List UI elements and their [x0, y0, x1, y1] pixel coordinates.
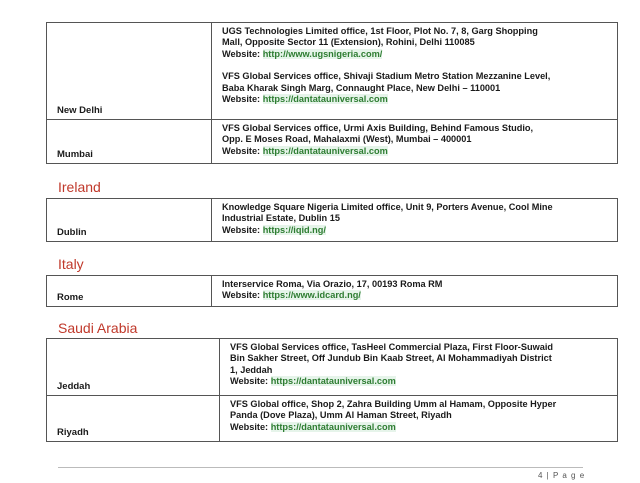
website-line: [222, 225, 611, 236]
address-line: VFS Global office, Shop 2, Zahra Building Umm al Hamam, Opposite Hyper: [230, 399, 557, 409]
website-label: Website:: [222, 145, 261, 156]
city-cell: Riyadh: [47, 396, 220, 442]
website-label: Website:: [222, 290, 261, 301]
website-line: [222, 94, 611, 105]
address-cell: [220, 339, 618, 396]
address-line: 1, Jeddah: [230, 364, 273, 375]
city-cell: Jeddah: [47, 339, 220, 396]
country-heading-italy: Italy: [58, 256, 84, 272]
address-entry: [222, 123, 611, 157]
city-cell: Rome: [47, 276, 212, 307]
website-link[interactable]: http://www.ugsnigeria.com/: [262, 48, 383, 59]
website-label: Website:: [222, 48, 261, 59]
website-line: [222, 49, 611, 60]
page-number: 4 | P a g e: [538, 471, 586, 480]
table-row: [47, 396, 618, 442]
address-line: VFS Global Services office, TasHeel Commercial Plaza, First Floor-Suwaid: [230, 342, 554, 352]
city-cell: Dublin: [47, 199, 212, 242]
website-label: Website:: [230, 376, 269, 387]
address-line: Mall, Opposite Sector 11 (Extension), Rohini, Delhi 110085: [222, 37, 475, 48]
website-link[interactable]: https://dantatauniversal.com: [270, 376, 396, 387]
website-line: [230, 376, 611, 387]
city-cell: Mumbai: [47, 120, 212, 164]
table-row: [47, 120, 618, 164]
address-line: VFS Global Services office, Shivaji Stadium Metro Station Mezzanine Level,: [222, 71, 551, 82]
website-link[interactable]: https://dantatauniversal.com: [270, 421, 396, 432]
address-line: Bin Sakher Street, Off Jundub Bin Kaab Street, Al Mohammadiyah District: [230, 353, 552, 364]
section-table-india: [46, 22, 618, 164]
table-row: [47, 276, 618, 307]
table-row: [47, 199, 618, 242]
city-cell: New Delhi: [47, 23, 212, 120]
address-cell: [220, 396, 618, 442]
website-line: [230, 422, 611, 433]
website-link[interactable]: https://iqid.ng/: [262, 224, 326, 235]
table-row: [47, 23, 618, 120]
address-line: Interservice Roma, Via Orazio, 17, 00193 Roma RM: [222, 279, 443, 289]
website-link[interactable]: https://dantatauniversal.com: [262, 94, 388, 105]
address-line: Industrial Estate, Dublin 15: [222, 213, 340, 224]
address-entry: [222, 279, 611, 302]
address-line: Opp. E Moses Road, Mahalaxmi (West), Mumbai – 400001: [222, 134, 472, 145]
website-link[interactable]: https://www.idcard.ng/: [262, 290, 361, 301]
country-heading-ireland: Ireland: [58, 179, 101, 195]
address-cell: [212, 199, 618, 242]
footer-divider: [58, 467, 583, 468]
website-line: [222, 146, 611, 157]
website-label: Website:: [222, 224, 261, 235]
address-entry: [222, 26, 611, 60]
address-line: Baba Kharak Singh Marg, Connaught Place, New Delhi – 110001: [222, 82, 501, 93]
address-entry: [222, 71, 611, 105]
section-table-italy: [46, 275, 618, 307]
section-table-saudi-arabia: [46, 338, 618, 442]
website-line: [222, 290, 611, 301]
address-line: Knowledge Square Nigeria Limited office, Unit 9, Porters Avenue, Cool Mine: [222, 202, 553, 212]
address-line: Panda (Dove Plaza), Umm Al Haman Street, Riyadh: [230, 410, 452, 421]
website-label: Website:: [222, 94, 261, 105]
website-label: Website:: [230, 421, 269, 432]
country-heading-saudi-arabia: Saudi Arabia: [58, 320, 138, 336]
address-entry: [222, 202, 611, 236]
address-line: UGS Technologies Limited office, 1st Floor, Plot No. 7, 8, Garg Shopping: [222, 26, 538, 36]
website-link[interactable]: https://dantatauniversal.com: [262, 145, 388, 156]
address-line: VFS Global Services office, Urmi Axis Building, Behind Famous Studio,: [222, 123, 534, 133]
table-row: [47, 339, 618, 396]
address-entry: [230, 399, 611, 433]
address-cell: [212, 120, 618, 164]
address-cell: [212, 23, 618, 120]
address-cell: [212, 276, 618, 307]
address-entry: [230, 342, 611, 388]
section-table-ireland: [46, 198, 618, 242]
